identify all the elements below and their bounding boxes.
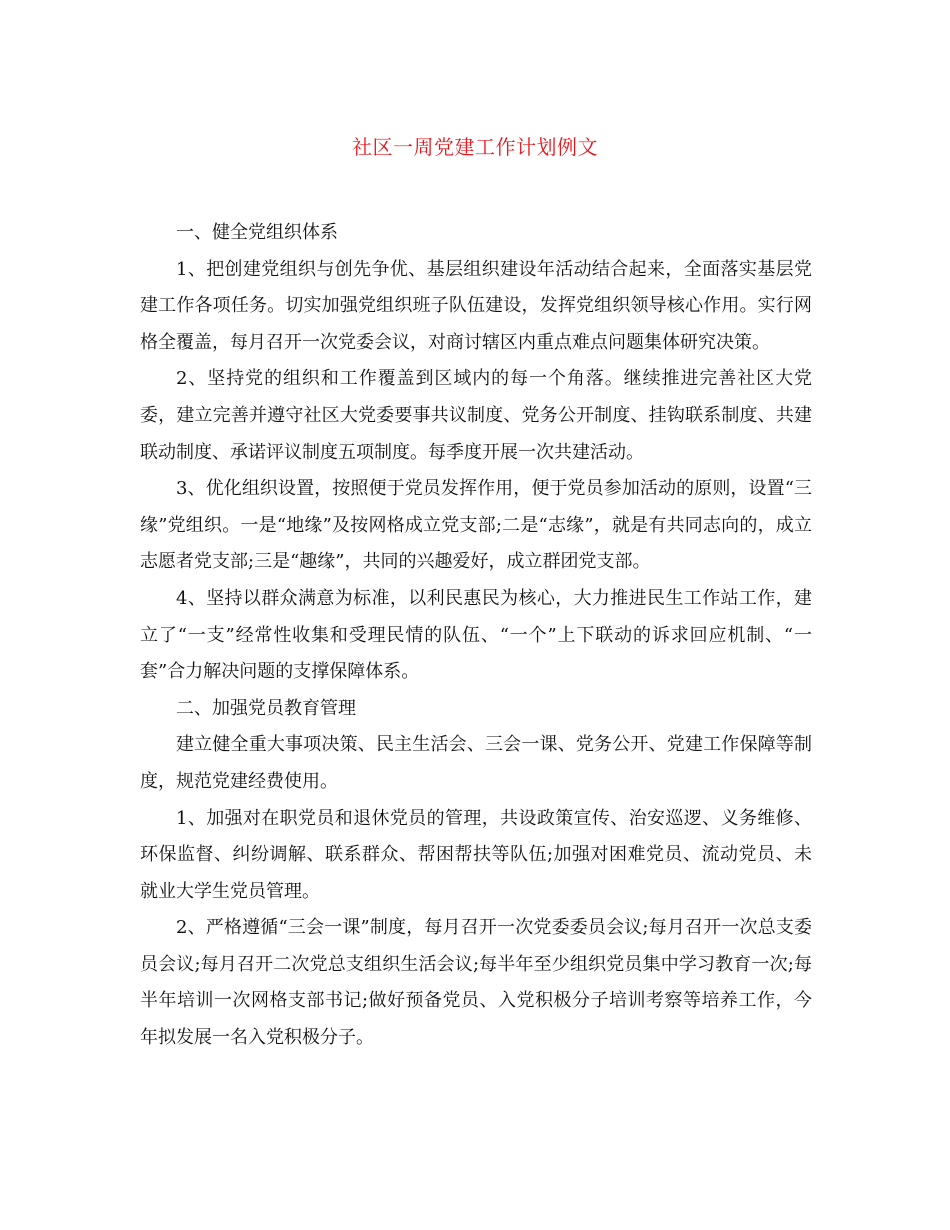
- paragraph: 2、坚持党的组织和工作覆盖到区域内的每一个角落。继续推进完善社区大党委，建立完善并遵守社区大党委要事共议制度、党务公开制度、挂钩联系制度、共建联动制度、承诺评议制度五项制度。每季度开展一次共建活动。: [140, 368, 812, 463]
- paragraph: 4、坚持以群众满意为标准，以利民惠民为核心，大力推进民生工作站工作，建立了“一支”经常性收集和受理民情的队伍、“一个”上下联动的诉求回应机制、“一套”合力解决问题的支撑保障体系。: [140, 587, 812, 683]
- section-heading: 一、健全党组织体系: [176, 222, 338, 243]
- document-title: 社区一周党建工作计划例文: [352, 135, 598, 159]
- paragraph: 3、优化组织设置，按照便于党员发挥作用，便于党员参加活动的原则，设置“三缘”党组织。一是“地缘”及按网格成立党支部;二是“志缘”，就是有共同志向的，成立志愿者党支部;三是“趣缘”，共同的兴趣爱好，成立群团党支部。: [140, 478, 812, 573]
- paragraph: 1、加强对在职党员和退休党员的管理，共设政策宣传、治安巡逻、义务维修、环保监督、纠纷调解、联系群众、帮困帮扶等队伍;加强对困难党员、流动党员、未就业大学生党员管理。: [140, 807, 812, 902]
- document-body: [140, 215, 812, 1057]
- section-heading: 二、加强党员教育管理: [176, 697, 356, 719]
- paragraph: 建立健全重大事项决策、民主生活会、三会一课、党务公开、党建工作保障等制度，规范党建经费使用。: [140, 734, 812, 792]
- paragraph: 2、严格遵循“三会一课”制度，每月召开一次党委委员会议;每月召开一次总支委员会议;每月召开二次党总支组织生活会议;每半年至少组织党员集中学习教育一次;每半年培训一次网格支部书记;做好预备党员、入党积极分子培训考察等培养工作，今年拟发展一名入党积极分子。: [140, 917, 812, 1049]
- paragraph: 1、把创建党组织与创先争优、基层组织建设年活动结合起来，全面落实基层党建工作各项任务。切实加强党组织班子队伍建设，发挥党组织领导核心作用。实行网格全覆盖，每月召开一次党委会议，对商讨辖区内重点难点问题集体研究决策。: [140, 258, 812, 353]
